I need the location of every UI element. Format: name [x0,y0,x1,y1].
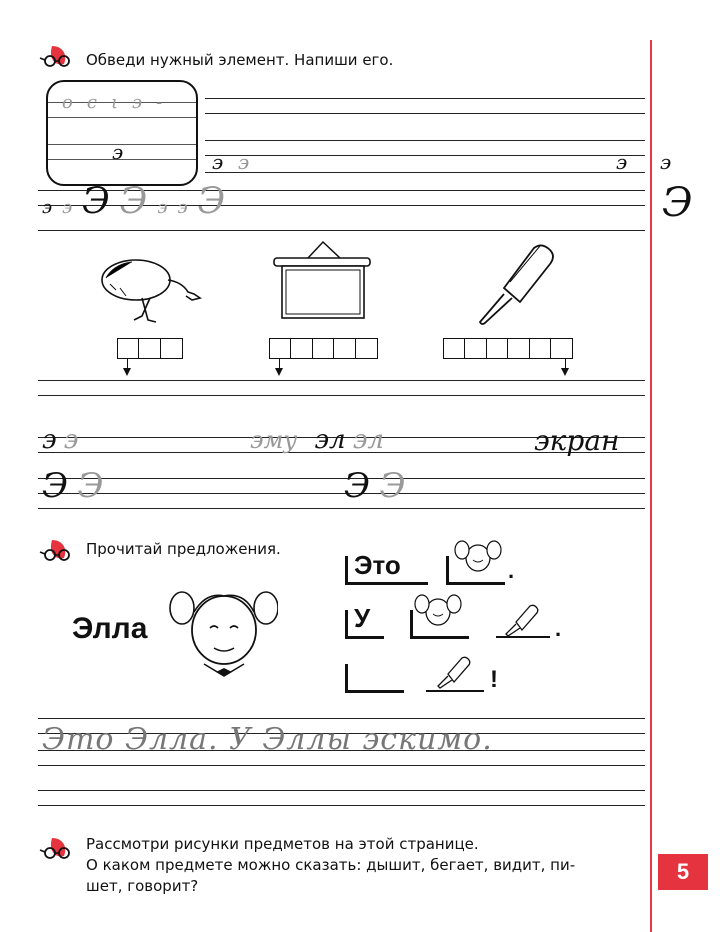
copy-letter-2: э [238,150,250,174]
glasses-leaf-icon [38,836,78,862]
row2-letter-6: э [177,197,188,218]
task3-text [86,834,641,897]
down-arrow-icon [123,368,131,376]
eskimo-small-icon [434,654,474,690]
copy-letter-1: э [212,150,224,174]
row2-letter-2: э [62,197,73,218]
task3-line1: Рассмотри рисунки предметов на этой странице. [86,835,479,853]
screen-cells[interactable] [270,338,378,359]
sentence3-blank2[interactable] [426,690,484,692]
sentence3-end: ! [490,666,498,693]
glasses-leaf-icon [38,538,78,564]
element-s: с [86,92,111,113]
glasses-leaf-icon [38,44,78,70]
element-e: э [132,92,157,113]
big-letter-right: Э [662,180,693,226]
element-o: о [62,92,87,113]
sentence1-end: . [508,558,515,583]
name-ella: Элла [72,612,148,645]
down-arrow-icon [275,368,283,376]
row2-letter-5: э [157,197,168,218]
task2-instruction: Прочитай предложения. [86,540,281,558]
w1-letter-2: э [63,425,79,455]
sample-letter: э [112,140,124,164]
w1-cap-4: Э [379,466,406,506]
sentence2-end: . [555,616,562,641]
w1-word-emu: эму [250,426,298,454]
element-i: ι [110,92,132,113]
w1-letter-1: э [42,425,57,455]
emu-icon [96,248,206,324]
w1-cap-1: Э [42,466,69,506]
w1-word-el-2: эл [352,425,384,455]
element-dash: - [156,92,177,113]
sentence2-word: У [354,603,371,633]
margin-line [650,40,652,932]
w1-cap-3: Э [344,466,371,506]
task3-line2: О каком предмете можно сказать: дышит, бегает, видит, пи- [86,856,576,874]
row2-letter-7: Э [197,181,226,222]
down-arrow-icon [561,368,569,376]
girl-small-icon [452,536,504,576]
girl-portrait-icon [166,572,278,684]
row2-letter-3: Э [82,181,110,222]
screen-icon [268,236,378,322]
page-number: 5 [658,854,708,890]
copy-letter-right-2: э [660,150,672,174]
task1-instruction: Обведи нужный элемент. Напиши его. [86,51,394,69]
w1-word-el-1: эл [314,425,346,455]
copy-sentence: Это Элла. У Эллы эскимо. [42,722,493,757]
sentence3-blank1-frame[interactable] [345,664,404,693]
task3-line3: шет, говорит? [86,877,199,895]
eskimo-icon [474,240,560,330]
w1-word-ekran: экран [534,424,620,457]
w1-cap-2: Э [77,466,104,506]
eskimo-small-icon [502,602,542,638]
eskimo-cells[interactable] [444,338,573,359]
copy-letter-right-1: э [616,150,628,174]
sentence1-word: Это [354,550,401,580]
girl-small-icon [412,590,464,630]
row2-letter-1: э [42,197,53,218]
row2-letter-4: Э [119,181,148,222]
emu-cells[interactable] [118,338,183,359]
element-box [46,80,198,186]
